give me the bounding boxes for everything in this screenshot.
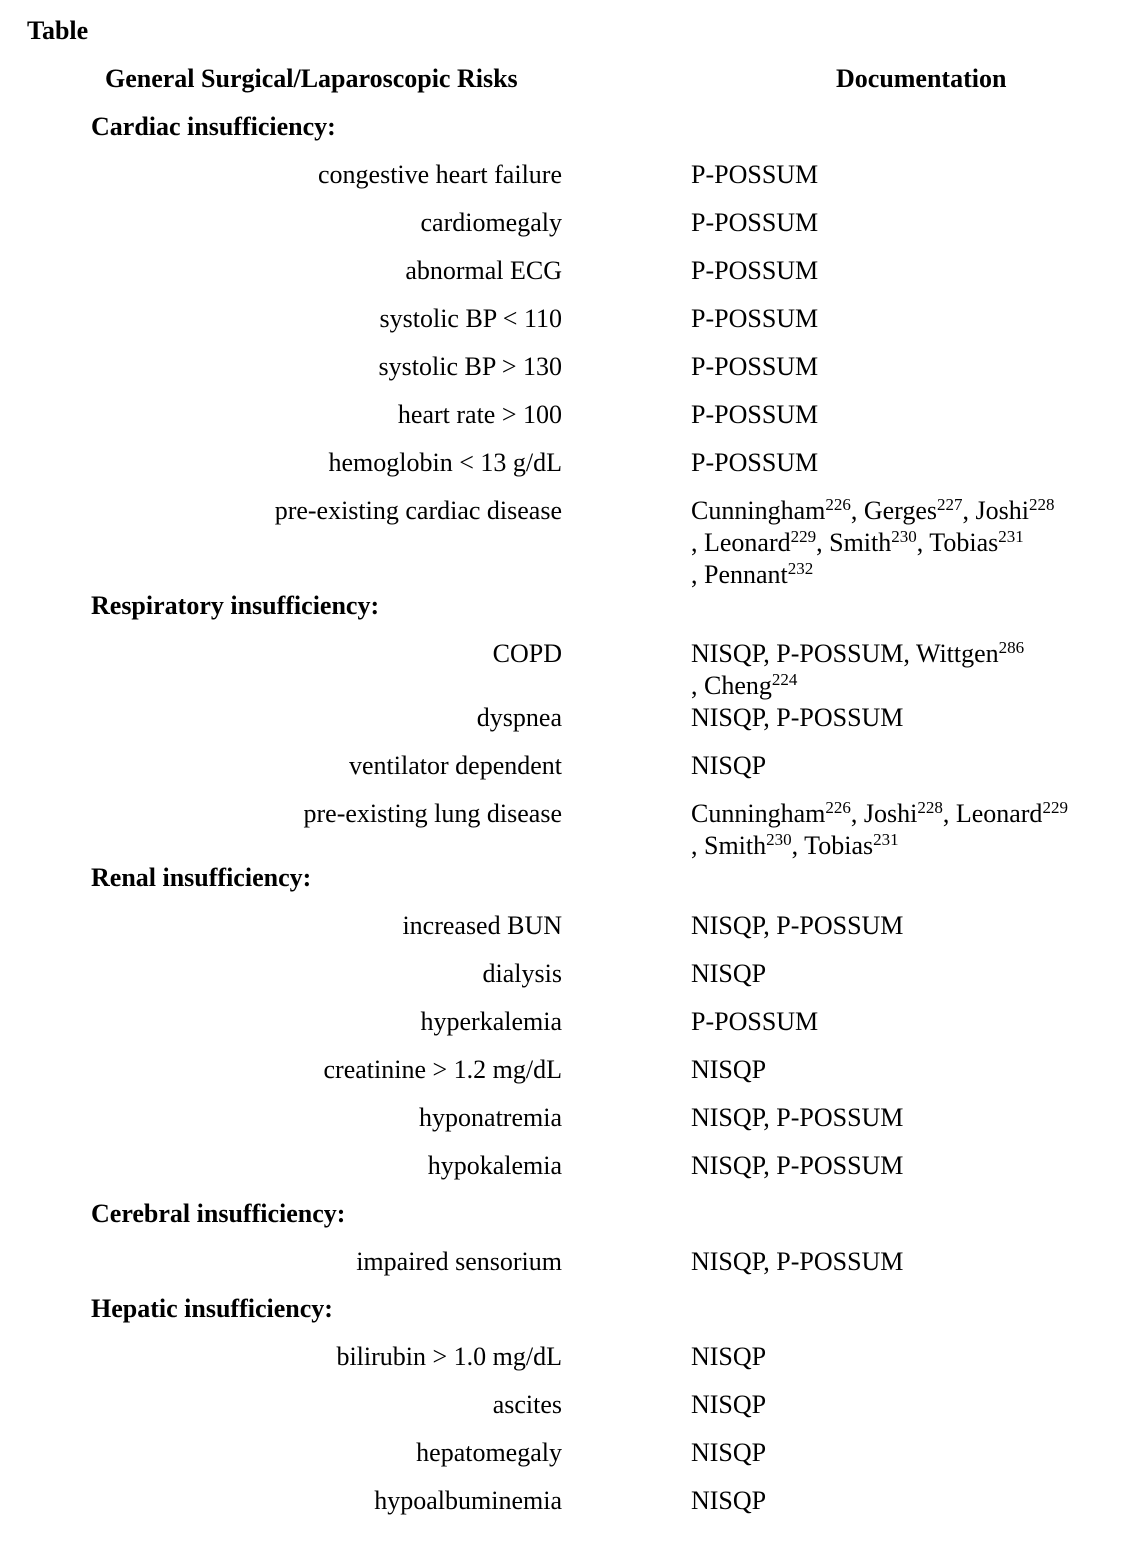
- documentation-cell: [691, 1006, 1121, 1038]
- citation-text: NISQP: [691, 1486, 767, 1515]
- citation-text: P-POSSUM: [691, 256, 819, 285]
- documentation-column-header: Documentation: [836, 64, 1007, 93]
- documentation-cell: [691, 495, 1121, 591]
- reference-number: 230: [891, 527, 917, 546]
- citation-text: P-POSSUM: [691, 352, 819, 381]
- citation-text: NISQP, P-POSSUM: [691, 911, 904, 940]
- citation-text: NISQP, P-POSSUM: [691, 1151, 904, 1180]
- reference-number: 230: [766, 830, 792, 849]
- reference-number: 232: [787, 559, 814, 578]
- citation-text: , Joshi: [962, 496, 1029, 525]
- reference-number: 231: [998, 527, 1024, 546]
- documentation-cell: [691, 351, 1121, 383]
- risk-label: creatinine > 1.2 mg/dL: [323, 1055, 562, 1084]
- documentation-cell: [691, 702, 1121, 734]
- risk-label: congestive heart failure: [318, 160, 562, 189]
- citation-text: Leonard: [704, 528, 791, 557]
- citation-text: Cheng: [704, 671, 772, 700]
- documentation-cell: [691, 1150, 1121, 1182]
- citation-text: , Joshi: [850, 799, 918, 828]
- citation-text: NISQP: [691, 959, 767, 988]
- reference-number: 224: [771, 670, 798, 689]
- citation-text: P-POSSUM: [691, 304, 819, 333]
- documentation-cell: [691, 750, 1121, 782]
- risk-label: abnormal ECG: [405, 256, 562, 285]
- citation-text: Cunningham: [691, 496, 826, 525]
- documentation-cell: [691, 1102, 1121, 1134]
- citation-text: , Gerges: [850, 496, 938, 525]
- documentation-cell: [691, 798, 1121, 862]
- reference-number: 228: [917, 798, 943, 817]
- documentation-cell: [691, 1246, 1121, 1278]
- citation-text: P-POSSUM: [691, 160, 819, 189]
- risk-label: hypokalemia: [427, 1151, 562, 1180]
- citation-text: NISQP: [691, 1342, 767, 1371]
- risk-label: pre-existing cardiac disease: [274, 496, 562, 525]
- documentation-cell: [691, 159, 1121, 191]
- documentation-cell: [691, 447, 1121, 479]
- risk-label: dyspnea: [476, 703, 562, 732]
- reference-number: 226: [825, 495, 851, 514]
- citation-text: ,: [691, 831, 704, 860]
- documentation-cell: [691, 255, 1121, 287]
- reference-number: 226: [825, 798, 851, 817]
- section-title: Cardiac insufficiency:: [91, 112, 336, 141]
- documentation-cell: [691, 958, 1121, 990]
- section-title: Cerebral insufficiency:: [91, 1199, 346, 1228]
- risk-label: ventilator dependent: [349, 751, 562, 780]
- citation-text: NISQP: [691, 1055, 767, 1084]
- section-title: Respiratory insufficiency:: [91, 591, 380, 620]
- section-title: Hepatic insufficiency:: [91, 1294, 333, 1323]
- citation-text: P-POSSUM: [691, 400, 819, 429]
- reference-number: 227: [937, 495, 963, 514]
- risk-label: systolic BP < 110: [379, 304, 562, 333]
- risk-label: increased BUN: [402, 911, 562, 940]
- risk-label: dialysis: [482, 959, 562, 988]
- risk-label: bilirubin > 1.0 mg/dL: [336, 1342, 562, 1371]
- citation-text: NISQP, P-POSSUM: [691, 1103, 904, 1132]
- reference-number: 286: [998, 638, 1025, 657]
- reference-number: 228: [1028, 495, 1055, 514]
- citation-text: Cunningham: [691, 799, 826, 828]
- risk-label: heart rate > 100: [397, 400, 562, 429]
- documentation-cell: [691, 1437, 1121, 1469]
- citation-text: P-POSSUM: [691, 208, 819, 237]
- risk-label: cardiomegaly: [420, 208, 562, 237]
- citation-text: ,: [691, 671, 704, 700]
- risk-label: COPD: [492, 639, 562, 668]
- citation-text: P-POSSUM: [691, 1007, 819, 1036]
- citation-text: ,: [691, 528, 704, 557]
- risk-label: hepatomegaly: [416, 1438, 562, 1467]
- risk-label: impaired sensorium: [356, 1247, 562, 1276]
- documentation-cell: [691, 638, 1121, 702]
- citation-text: NISQP, P-POSSUM, Wittgen: [691, 639, 999, 668]
- risk-label: ascites: [492, 1390, 562, 1419]
- citation-text: , Tobias: [791, 831, 874, 860]
- documentation-cell: [691, 1485, 1121, 1517]
- citation-text: NISQP: [691, 1390, 767, 1419]
- citation-text: NISQP: [691, 751, 767, 780]
- risk-label: pre-existing lung disease: [303, 799, 562, 828]
- citation-text: , Tobias: [916, 528, 999, 557]
- documentation-cell: [691, 910, 1121, 942]
- risk-label: systolic BP > 130: [378, 352, 562, 381]
- risk-label: hyponatremia: [419, 1103, 562, 1132]
- citation-text: NISQP: [691, 1438, 767, 1467]
- risks-column-header: General Surgical/Laparoscopic Risks: [105, 64, 518, 93]
- risk-label: hemoglobin < 13 g/dL: [328, 448, 562, 477]
- citation-text: , Smith: [816, 528, 892, 557]
- documentation-cell: [691, 1389, 1121, 1421]
- documentation-cell: [691, 1341, 1121, 1373]
- citation-text: Smith: [704, 831, 767, 860]
- table-label: Table: [27, 16, 89, 45]
- risk-label: hyperkalemia: [420, 1007, 562, 1036]
- section-title: Renal insufficiency:: [91, 863, 312, 892]
- documentation-cell: [691, 303, 1121, 335]
- citation-text: Pennant: [704, 560, 788, 589]
- citation-text: P-POSSUM: [691, 448, 819, 477]
- documentation-cell: [691, 207, 1121, 239]
- citation-text: , Leonard: [942, 799, 1043, 828]
- citation-text: NISQP, P-POSSUM: [691, 703, 904, 732]
- citation-text: ,: [691, 560, 704, 589]
- reference-number: 229: [790, 527, 817, 546]
- citation-text: NISQP, P-POSSUM: [691, 1247, 904, 1276]
- documentation-cell: [691, 399, 1121, 431]
- risk-label: hypoalbuminemia: [374, 1486, 562, 1515]
- reference-number: 231: [873, 830, 899, 849]
- documentation-cell: [691, 1054, 1121, 1086]
- reference-number: 229: [1042, 798, 1068, 817]
